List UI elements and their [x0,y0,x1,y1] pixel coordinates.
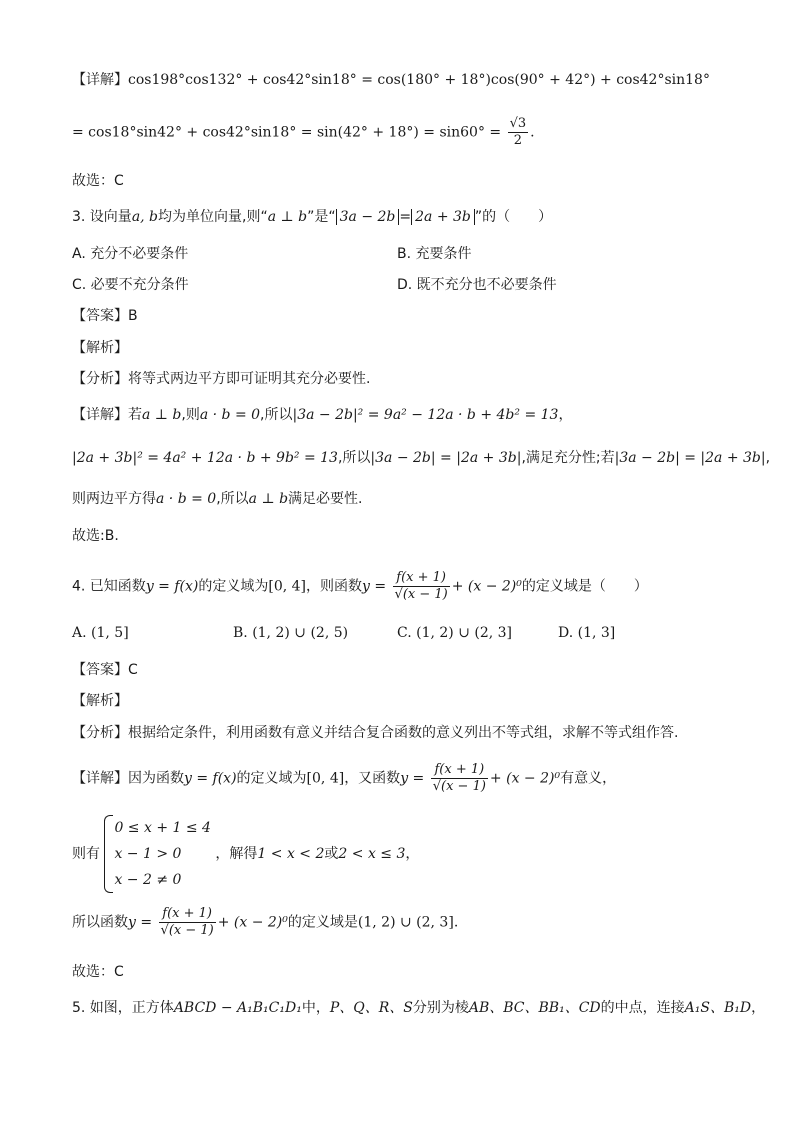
q2-detail-line-2: = cos18°sin42° + cos42°sin18° = sin(42° + 18°) = sin60° = $\frac{√3}{2}$ . [72,116,535,148]
q3-answer: 【答案】B [72,308,138,324]
q4-detail-line-1: 【详解】因为函数y = f(x)的定义域为[0, 4]，又函数y = $\frac{f(x + 1)}{√(x - 1)}$ + (x − 2)⁰有意义， [72,762,617,794]
q3-analysis: 【分析】将等式两边平方即可证明其充分必要性. [72,371,371,387]
q2-detail-line-1 [72,70,710,90]
q2-expression-cont: = cos18°sin42° + cos42°sin18° = sin(42° + 18°) = sin60° = [72,124,502,141]
q3-detail-line-2: |2a + 3b|² = 4a² + 12a · b + 9b² = 13,所以|3a − 2b| = |2a + 3b|,满足充分性;若|3a − 2b| = |2a + 3b|, [72,450,771,466]
q4-option-c: C. (1, 2) ∪ (2, 3] [397,625,513,641]
q2-choose: 故选：C [72,173,124,189]
q3-option-a: A. 充分不必要条件 [72,246,189,262]
detail-tag: 【详解】 [72,72,128,88]
q4-conclusion-fraction: $\frac{f(x + 1)}{√(x - 1)}$ [160,906,214,938]
q4-option-d: D. (1, 3] [558,625,616,641]
sqrt3-over-2-fraction: $\frac{√3}{2}$ [509,116,527,148]
q3-option-c: C. 必要不充分条件 [72,277,189,293]
q4-analysis-tag: 【解析】 [72,693,128,709]
q3-choose: 故选:B. [72,528,119,544]
q3-option-b: B. 充要条件 [397,246,472,262]
q3-detail-line-1: 【详解】若a ⊥ b,则a · b = 0,所以|3a − 2b|² = 9a² − 12a · b + 4b² = 13， [72,407,573,423]
q3-detail-line-3: 则两边平方得a · b = 0,所以a ⊥ b满足必要性. [72,491,363,507]
q4-option-b: B. (1, 2) ∪ (2, 5) [233,625,349,641]
q5-stem: 5. 如图，正方体ABCD − A₁B₁C₁D₁中，P、Q、R、S分别为棱AB、BC、BB₁、CD的中点，连接A₁S、B₁D， [72,1000,766,1016]
q2-expression: cos198°cos132° + cos42°sin18° = cos(180° + 18°)cos(90° + 42°) + cos42°sin18° [128,72,710,88]
q3-stem: 3. 设向量a, b均为单位向量,则“a ⊥ b”是“ 3a − 2b = 2a + 3b ”的（ ） [72,209,553,225]
q4-option-a: A. (1, 5] [72,625,129,641]
q4-conclusion: 所以函数y = $\frac{f(x + 1)}{√(x - 1)}$ + (x − 2)⁰的定义域是(1, 2) ∪ (2, 3]. [72,906,459,938]
q3-option-d: D. 既不充分也不必要条件 [397,277,557,293]
q4-analysis: 【分析】根据给定条件，利用函数有意义并结合复合函数的意义列出不等式组，求解不等式组作答. [72,725,679,741]
system-brace: 0 ≤ x + 1 ≤ 4 x − 1 > 0 x − 2 ≠ 0 [104,815,211,893]
q4-inequality-system: 则有 0 ≤ x + 1 ≤ 4 x − 1 > 0 x − 2 ≠ 0 ，解得1 < x < 2或2 < x ≤ 3， [72,815,419,893]
q4-choose: 故选：C [72,964,124,980]
q4-stem: 4. 已知函数y = f(x)的定义域为[0, 4]，则函数y = $\frac{f(x + 1)}{√(x - 1)}$ + (x − 2)⁰的定义域是（ ） [72,570,648,602]
q4-fraction: $\frac{f(x + 1)}{√(x - 1)}$ [394,570,448,602]
q3-analysis-tag: 【解析】 [72,340,128,356]
q4-answer: 【答案】C [72,662,138,678]
left-brace-icon [104,815,113,893]
q4-detail-fraction: $\frac{f(x + 1)}{√(x - 1)}$ [432,762,486,794]
